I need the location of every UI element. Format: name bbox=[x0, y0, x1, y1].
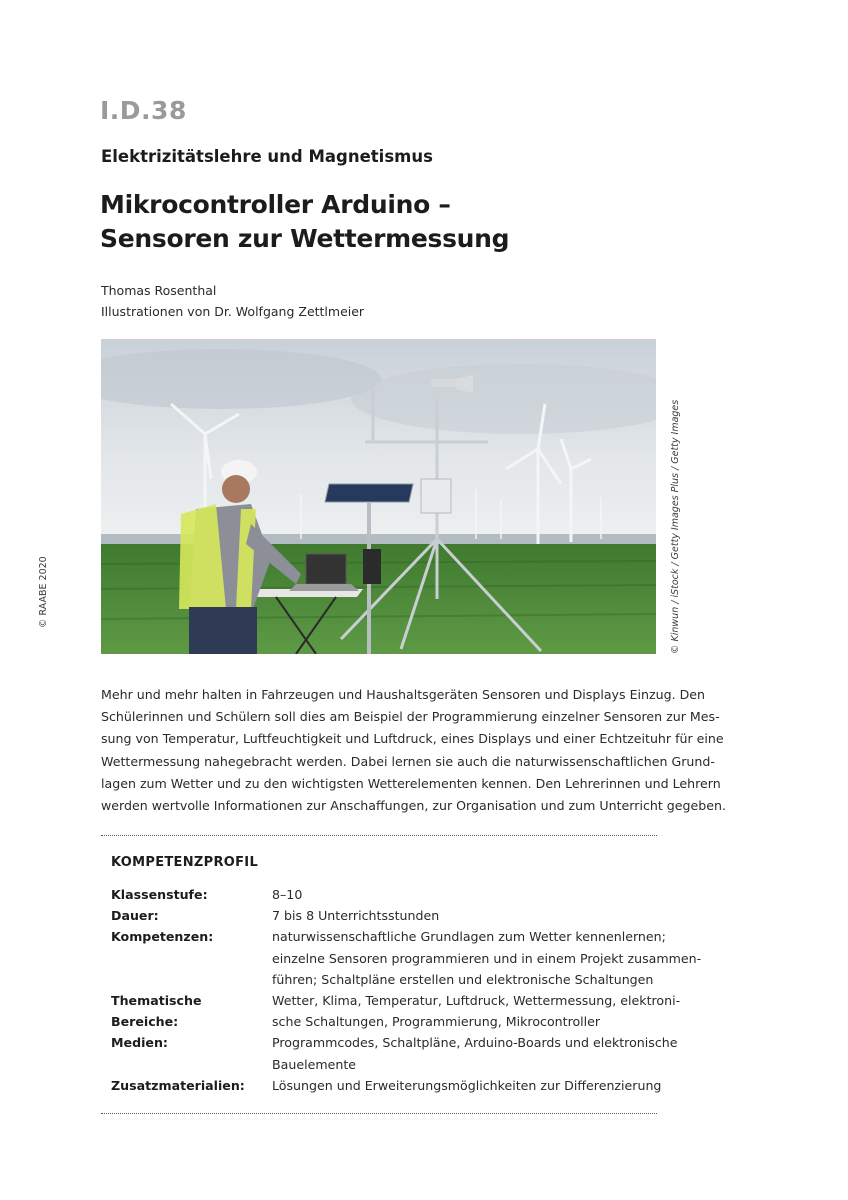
profile-value-line: Bauelemente bbox=[272, 1056, 357, 1072]
author-block bbox=[101, 280, 364, 322]
profile-label: Klassenstufe: bbox=[111, 887, 208, 902]
profile-row bbox=[111, 926, 702, 990]
profile-label: Medien: bbox=[111, 1035, 168, 1051]
profile-row bbox=[111, 905, 651, 926]
document-code: I.D.38 bbox=[100, 96, 187, 125]
profile-value-line: führen; Schaltpläne erstellen und elektronische Schaltungen bbox=[272, 971, 654, 987]
page-title bbox=[100, 188, 509, 256]
illustrator-name: Illustrationen von Dr. Wolfgang Zettlmeier bbox=[101, 304, 365, 319]
copyright-notice: © RAABE 2020 bbox=[38, 556, 49, 628]
profile-row bbox=[111, 1075, 662, 1096]
profile-value-line: Programmcodes, Schaltpläne, Arduino-Boards und elektronische bbox=[272, 1035, 678, 1051]
subject-heading: Elektrizitätslehre und Magnetismus bbox=[101, 147, 433, 166]
profile-value-line: 7 bis 8 Unterrichtsstunden bbox=[272, 908, 440, 924]
profile-row bbox=[111, 1032, 678, 1074]
intro-line: Mehr und mehr halten in Fahrzeugen und Haushaltsgeräten Sensoren und Displays Einzug. Den bbox=[101, 687, 706, 702]
profile-value bbox=[272, 905, 439, 926]
intro-line: Schülerinnen und Schülern soll dies am Beispiel der Programmierung einzelner Sensoren zur Mes- bbox=[101, 709, 720, 725]
profile-value-line: einzelne Sensoren programmieren und in einem Projekt zusammen- bbox=[272, 950, 702, 966]
profile-row bbox=[111, 990, 681, 1032]
profile-value-line: Wetter, Klima, Temperatur, Luftdruck, Wettermessung, elektroni- bbox=[272, 993, 681, 1009]
profile-label: Dauer: bbox=[111, 908, 159, 924]
intro-line: werden wertvolle Informationen zur Anschaffungen, zur Organisation und zum Unterricht gegeben. bbox=[101, 798, 727, 814]
title-line: Mikrocontroller Arduino – bbox=[100, 190, 451, 219]
weather-station-photo bbox=[101, 339, 656, 654]
profile-label: Zusatzmaterialien: bbox=[111, 1077, 245, 1093]
intro-line: lagen zum Wetter und zu den wichtigsten Wetterelementen kennen. Den Lehrerinnen und Lehrern bbox=[101, 775, 721, 791]
profile-value-line: sche Schaltungen, Programmierung, Mikrocontroller bbox=[272, 1014, 601, 1030]
dotted-divider-top bbox=[101, 835, 657, 836]
weather-station-illustration bbox=[101, 339, 656, 654]
intro-paragraph bbox=[101, 684, 727, 817]
profile-row bbox=[111, 884, 651, 905]
profile-value-line: Lösungen und Erweiterungsmöglichkeiten zur Differenzierung bbox=[272, 1077, 662, 1093]
profile-value bbox=[272, 926, 701, 990]
profile-value bbox=[272, 1032, 677, 1074]
intro-line: sung von Temperatur, Luftfeuchtigkeit und Luftdruck, eines Displays und einer Echtzeituhr für eine bbox=[101, 731, 724, 747]
competence-profile-heading: KOMPETENZPROFIL bbox=[111, 855, 259, 870]
author-name: Thomas Rosenthal bbox=[101, 283, 217, 298]
profile-value-line: naturwissenschaftliche Grundlagen zum Wetter kennenlernen; bbox=[272, 929, 666, 945]
profile-value bbox=[272, 990, 680, 1032]
dotted-divider-bottom bbox=[101, 1113, 657, 1114]
image-credit: © Kinwun / iStock / Getty Images Plus / Getty Images bbox=[670, 399, 681, 654]
competence-profile-table bbox=[111, 884, 702, 1096]
intro-line: Wettermessung nahegebracht werden. Dabei lernen sie auch die naturwissenschaftlichen Grund- bbox=[101, 753, 715, 769]
profile-label: Thematische Bereiche: bbox=[111, 993, 202, 1030]
title-line: Sensoren zur Wettermessung bbox=[100, 224, 510, 253]
profile-value bbox=[272, 1075, 661, 1096]
profile-value-line: 8–10 bbox=[272, 887, 303, 902]
profile-label: Kompetenzen: bbox=[111, 929, 214, 945]
profile-value bbox=[272, 884, 302, 905]
